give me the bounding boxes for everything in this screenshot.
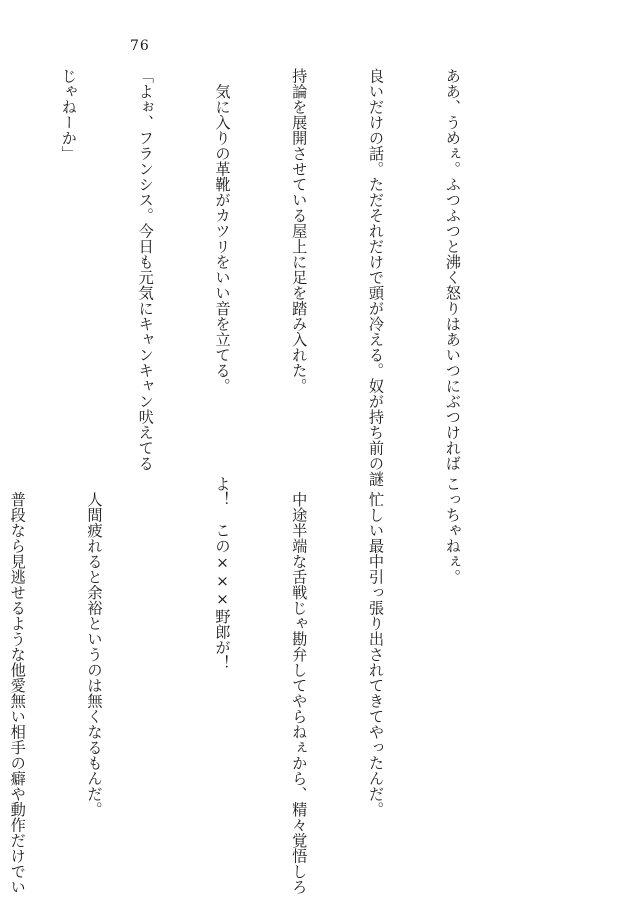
text-line: 人間疲れると余裕というのは無くなるもんだ。 xyxy=(85,476,104,817)
page-number: 76 xyxy=(130,38,150,54)
text-line: 気に入りの革靴がカツリをいい音を立てる。 xyxy=(213,68,232,394)
text-line: 中途半端な舌戦じゃ勘弁してやらねぇから、精々覚悟しろ xyxy=(290,476,309,895)
text-line: ああ、うめぇ。ふつふつと沸く怒りはあいつにぶつければ xyxy=(443,68,462,471)
top-text-block xyxy=(0,68,516,487)
text-line: 忙しい最中引っ張り出されてきてやったんだ。 xyxy=(367,476,386,817)
text-line: じゃねーか」 xyxy=(59,68,78,161)
bottom-text-block xyxy=(0,476,516,895)
text-line: 持論を展開させている屋上に足を踏み入れた。 xyxy=(290,68,309,394)
text-line: 普段なら見逃せるような他愛無い相手の癖や動作だけでい xyxy=(8,476,27,895)
text-line: よ！ この×××野郎が！ xyxy=(213,476,232,671)
text-line: 良いだけの話。ただそれだけで頭が冷える。奴が持ち前の謎 xyxy=(367,68,386,487)
text-line: 「よぉ、フランシス。今日も元気にキャンキャン吠えてる xyxy=(136,68,155,471)
text-line: こっちゃねぇ。 xyxy=(443,476,462,585)
text-line xyxy=(0,68,4,456)
